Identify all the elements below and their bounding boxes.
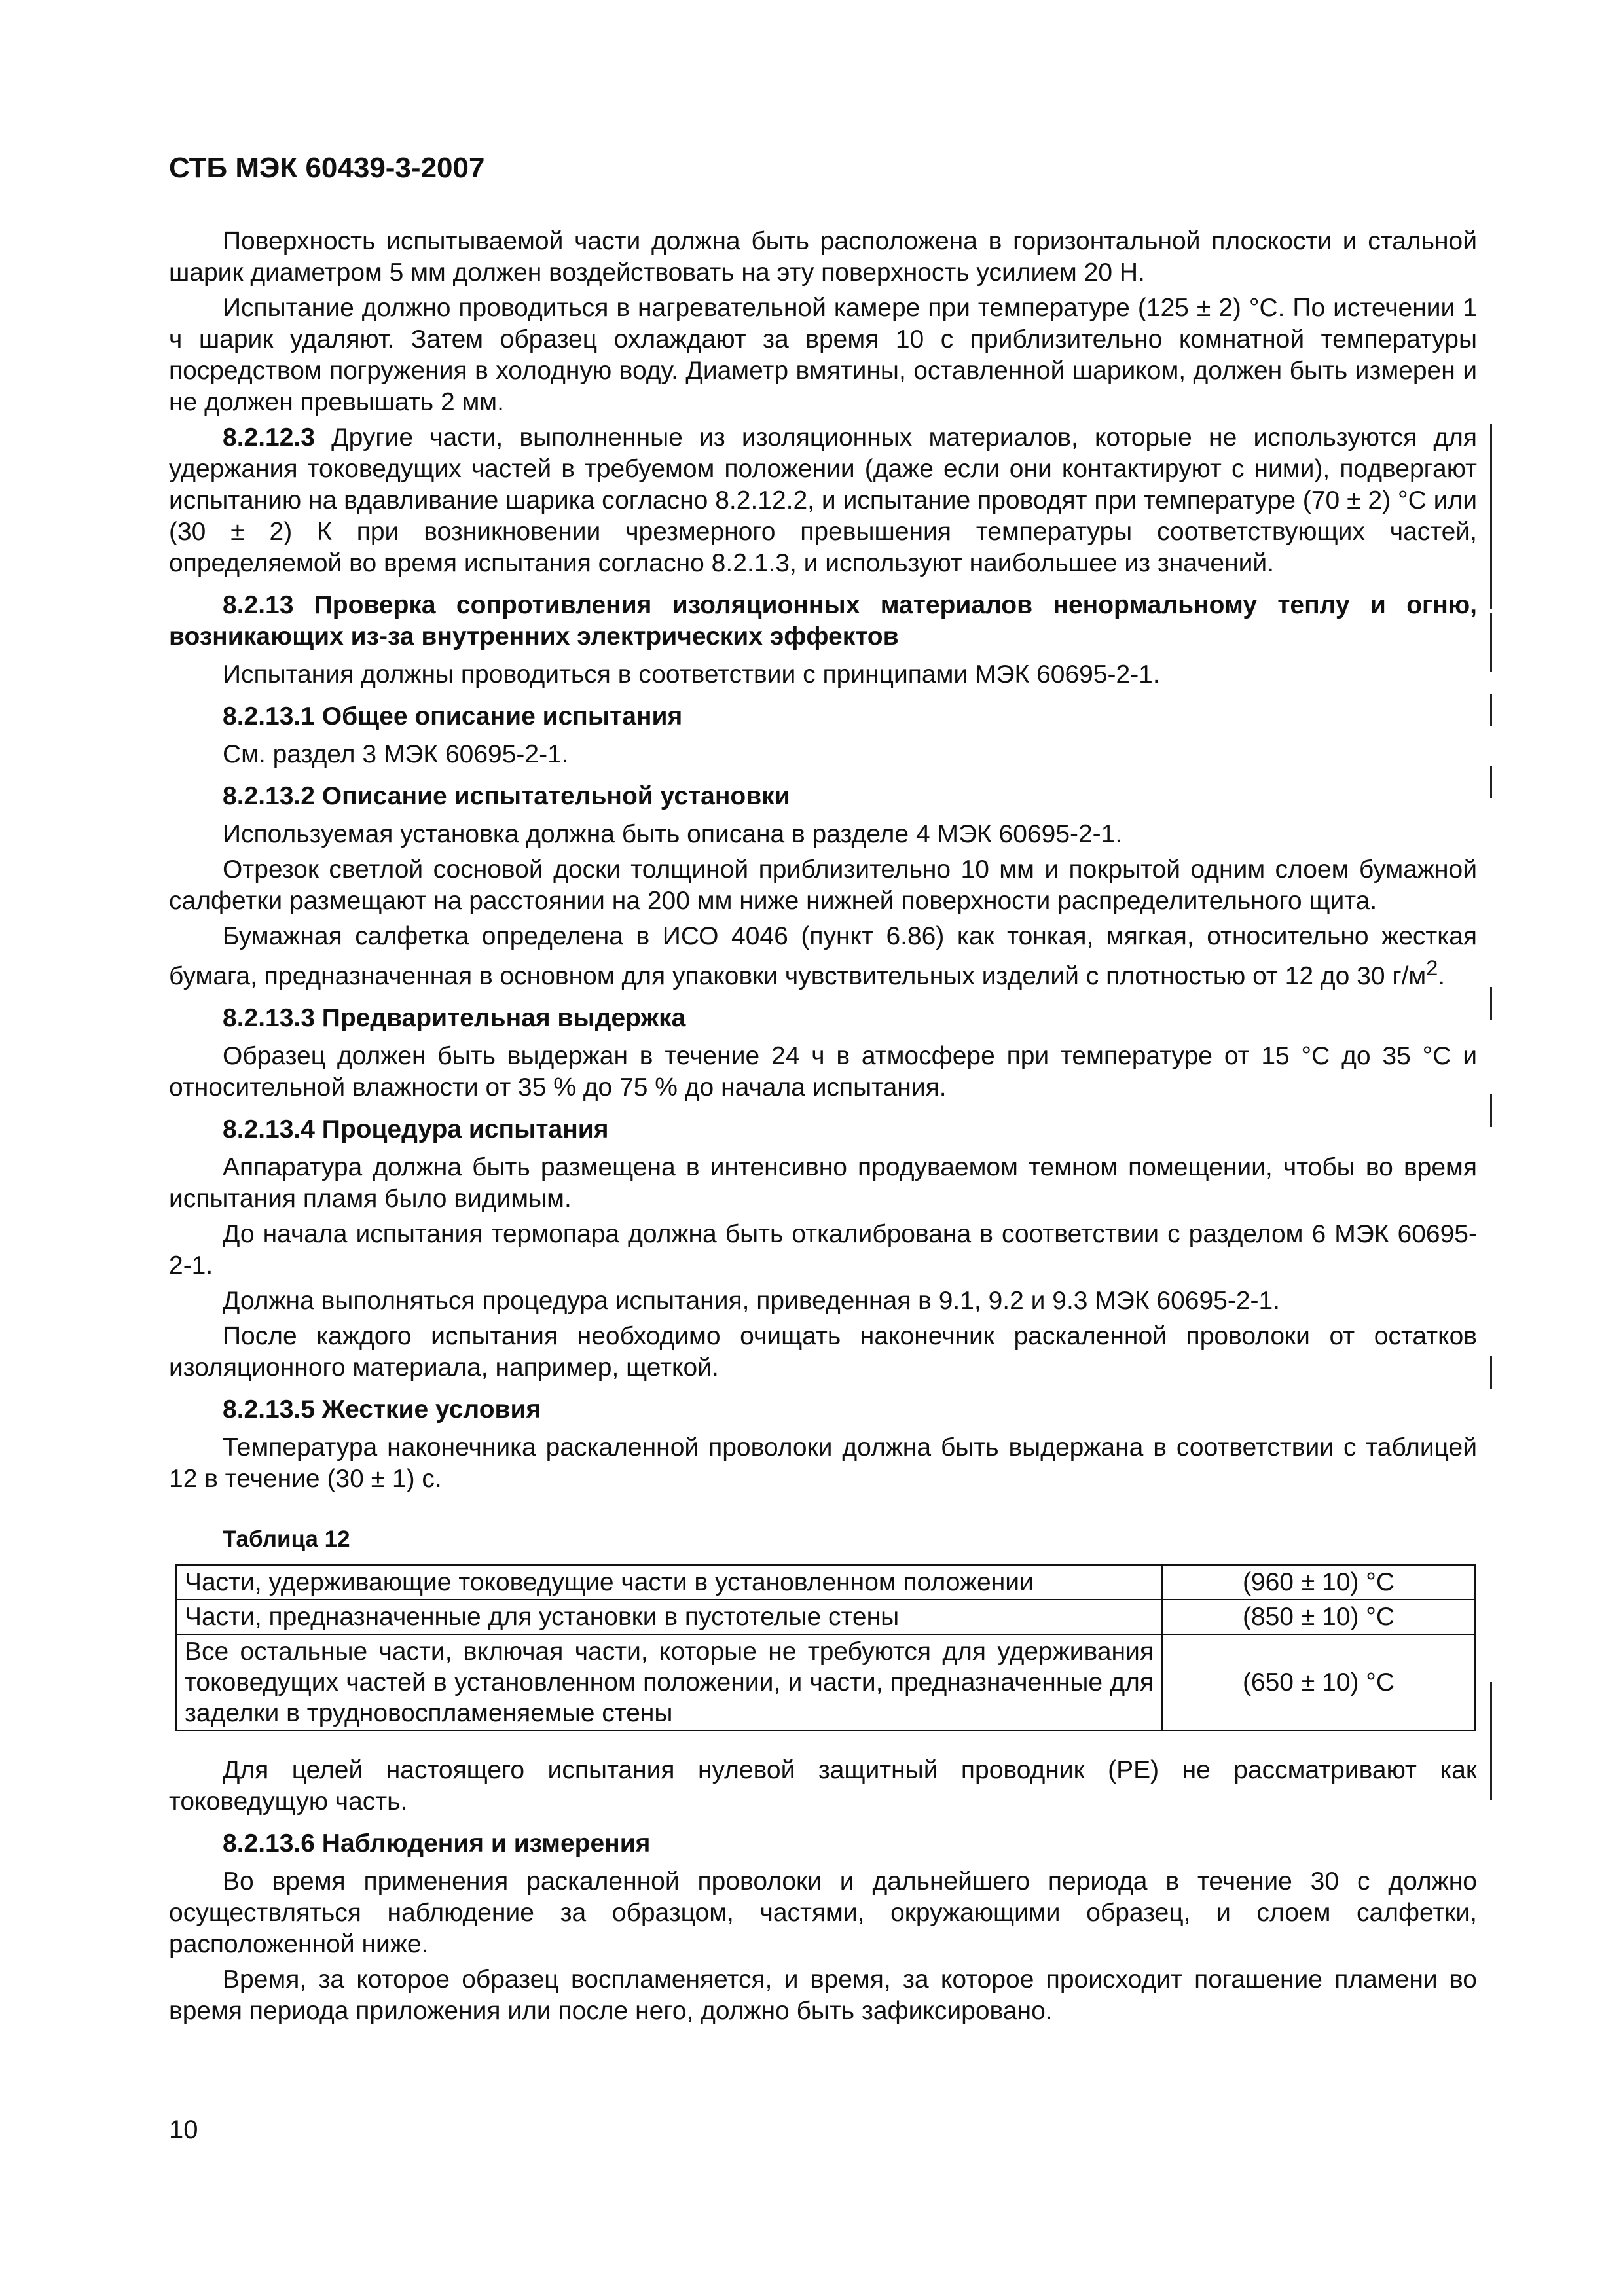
standard-code-header: СТБ МЭК 60439-3-2007 <box>169 152 485 184</box>
section-heading-8-2-13-2: 8.2.13.2 Описание испытательной установки <box>223 782 790 810</box>
table-cell-part: Части, удерживающие токоведущие части в установленном положении <box>176 1565 1162 1600</box>
section-heading-8-2-13-4: 8.2.13.4 Процедура испытания <box>223 1115 609 1143</box>
paragraph: Аппаратура должна быть размещена в интенсивно продуваемом темном помещении, чтобы во время испытания пламя было видимым. <box>169 1153 1477 1213</box>
table-cell-temp: (650 ± 10) °С <box>1162 1634 1475 1731</box>
paragraph: Время, за которое образец воспламеняется, и время, за которое происходит погашение пламени во время периода приложения или после него, должно быть зафиксировано. <box>169 1965 1477 2025</box>
temperature-table <box>175 1564 1476 1731</box>
paragraph: Отрезок светлой сосновой доски толщиной приблизительно 10 мм и покрытой одним слоем бумажной салфетки размещают на расстоянии на 200 мм ниже нижней поверхности распределительного щита. <box>169 855 1477 915</box>
change-bar <box>1490 1356 1492 1389</box>
paragraph-text: Бумажная салфетка определена в ИСО 4046 (пункт 6.86) как тонкая, мягкая, относительно жесткая бумага, предназначенная в основном для упаковки чувствительных изделий с плотностью от 12 до 30 г/м <box>169 922 1477 990</box>
section-heading-8-2-13-3: 8.2.13.3 Предварительная выдержка <box>223 1004 686 1032</box>
paragraph: Поверхность испытываемой части должна быть расположена в горизонтальной плоскости и стальной шарик диаметром 5 мм должен воздействовать на эту поверхность усилием 20 Н. <box>169 227 1477 287</box>
paragraph: Испытания должны проводиться в соответствии с принципами МЭК 60695-2-1. <box>223 660 1160 689</box>
table-row <box>176 1634 1475 1731</box>
page-number: 10 <box>169 2115 198 2144</box>
table-cell-part: Все остальные части, включая части, которые не требуются для удерживания токоведущих частей в установленном положении, и части, предназначенные для заделки в трудновоспламеняемые стены <box>176 1634 1162 1731</box>
clause-number: 8.2.12.3 <box>223 423 315 452</box>
paragraph: Во время применения раскаленной проволоки и дальнейшего периода в течение 30 с должно осуществляться наблюдение за образцом, частями, окружающими образец, и слоем салфетки, расположенной ниже. <box>169 1867 1477 1958</box>
table-cell-part: Части, предназначенные для установки в пустотелые стены <box>176 1600 1162 1634</box>
change-bar <box>1490 766 1492 798</box>
change-bar <box>1490 694 1492 726</box>
change-bar <box>1490 987 1492 1020</box>
change-bar <box>1490 1094 1492 1127</box>
section-heading-8-2-13: 8.2.13 Проверка сопротивления изоляционных материалов ненормальному теплу и огню, возникающих из-за внутренних электрических эффектов <box>169 591 1477 651</box>
paragraph: Температура наконечника раскаленной проволоки должна быть выдержана в соответствии с таблицей 12 в течение (30 ± 1) с. <box>169 1433 1477 1493</box>
change-bar <box>1490 1682 1492 1800</box>
superscript: 2 <box>1426 956 1438 980</box>
paragraph: См. раздел 3 МЭК 60695-2-1. <box>223 740 569 768</box>
paragraph: Для целей настоящего испытания нулевой защитный проводник (PE) не рассматривают как токоведущую часть. <box>169 1756 1477 1816</box>
table-row <box>176 1565 1475 1600</box>
paragraph-end: . <box>1438 962 1446 990</box>
paragraph: После каждого испытания необходимо очищать наконечник раскаленной проволоки от остатков изоляционного материала, например, щеткой. <box>169 1322 1477 1382</box>
paragraph: Используемая установка должна быть описана в разделе 4 МЭК 60695-2-1. <box>223 820 1123 848</box>
paragraph: До начала испытания термопара должна быть откалибрована в соответствии с разделом 6 МЭК 60695-2-1. <box>169 1220 1477 1280</box>
section-heading-8-2-13-5: 8.2.13.5 Жесткие условия <box>223 1395 541 1424</box>
clause-text: Другие части, выполненные из изоляционных материалов, которые не используются для удержания токоведущих частей в требуемом положении (даже если они контактируют с ними), подвергают испытанию на вдавливание шарика согласно 8.2.12.2, и испытание проводят при температуре (70 ± 2) °С или (30 ± 2) К при возникновении чрезмерного превышения температуры соответствующих частей, определяемой во время испытания согласно 8.2.1.3, и используют наибольшее из значений. <box>169 423 1477 577</box>
table-cell-temp: (850 ± 10) °С <box>1162 1600 1475 1634</box>
paragraph: Должна выполняться процедура испытания, приведенная в 9.1, 9.2 и 9.3 МЭК 60695-2-1. <box>223 1287 1281 1315</box>
section-heading-8-2-13-6: 8.2.13.6 Наблюдения и измерения <box>223 1829 651 1857</box>
change-bar <box>1490 613 1492 672</box>
paragraph: Образец должен быть выдержан в течение 24 ч в атмосфере при температуре от 15 °С до 35 °С и относительной влажности от 35 % до 75 % до начала испытания. <box>169 1042 1477 1102</box>
paragraph: Испытание должно проводиться в нагревательной камере при температуре (125 ± 2) °С. По истечении 1 ч шарик удаляют. Затем образец охлаждают за время 10 с приблизительно комнатной температуры посредством погружения в холодную воду. Диаметр вмятины, оставленной шариком, должен быть измерен и не должен превышать 2 мм. <box>169 294 1477 416</box>
paragraph-8-2-12-3 <box>169 422 1477 579</box>
table-caption: Таблица 12 <box>223 1526 350 1552</box>
table-cell-temp: (960 ± 10) °С <box>1162 1565 1475 1600</box>
paragraph <box>169 921 1477 992</box>
section-heading-8-2-13-1: 8.2.13.1 Общее описание испытания <box>223 702 683 730</box>
table-row <box>176 1600 1475 1634</box>
document-body <box>169 226 1477 2031</box>
change-bar <box>1490 424 1492 609</box>
